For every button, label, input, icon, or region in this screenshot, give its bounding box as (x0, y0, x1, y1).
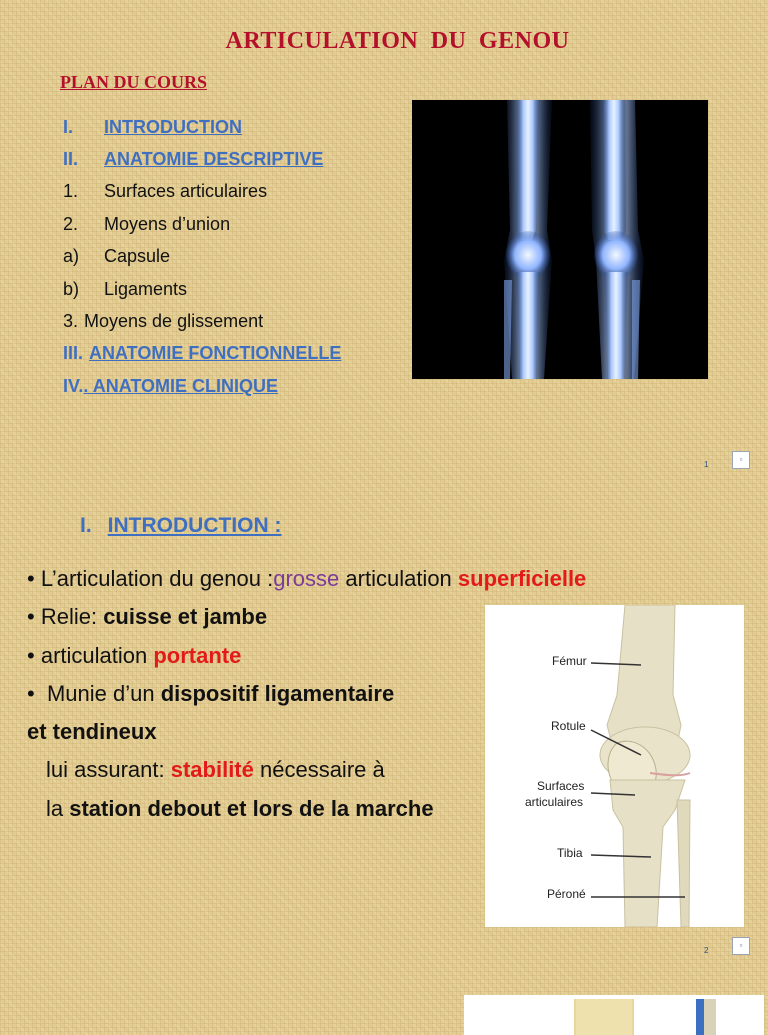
text-purple: grosse (273, 566, 340, 591)
page-number: 2 (704, 946, 709, 955)
page-icon[interactable]: ▫ (732, 451, 750, 469)
outline-label: . ANATOMIE CLINIQUE (83, 375, 279, 396)
course-outline (63, 111, 341, 403)
text: articulation (40, 642, 154, 668)
heading-number: I. (80, 514, 92, 537)
text-red: portante (153, 642, 242, 668)
bullet-line: • Munie d’un dispositif ligamentaire (27, 680, 395, 706)
text: lui assurant: (46, 757, 171, 783)
knee-illustration (485, 605, 744, 927)
outline-item-anatomie-clinique[interactable] (63, 370, 341, 402)
bullet-line: • articulation portante (27, 642, 242, 668)
outline-item (63, 273, 341, 305)
outline-number: b) (63, 278, 80, 299)
outline-item (63, 208, 341, 240)
text-bold: dispositif ligamentaire (160, 680, 395, 706)
outline-number: IV. (63, 375, 84, 396)
plan-heading: PLAN DU COURS (60, 72, 208, 92)
text-bold: cuisse et jambe (103, 604, 268, 630)
label-perone: Péroné (547, 887, 586, 901)
label-femur: Fémur (552, 654, 587, 668)
outline-label: Ligaments (104, 278, 188, 299)
next-slide-illustration (464, 995, 764, 1035)
page-icon[interactable]: ▫ (732, 937, 750, 955)
outline-label: INTRODUCTION (104, 116, 242, 137)
outline-label: Moyens de glissement (84, 311, 264, 332)
text-bold: station debout et lors de la marche (69, 795, 434, 821)
next-slide-image (464, 995, 764, 1035)
text-red: superficielle (457, 566, 587, 591)
text: articulation (339, 566, 458, 591)
outline-label: ANATOMIE DESCRIPTIVE (104, 149, 324, 170)
text-red: stabilité (170, 757, 254, 783)
outline-number: II. (63, 149, 79, 170)
xray-illustration (412, 100, 708, 379)
outline-item (63, 305, 341, 337)
outline-label: Surfaces articulaires (104, 181, 268, 202)
text: Munie d’un (46, 680, 161, 706)
text: Relie: (40, 604, 104, 630)
text: nécessaire à (253, 757, 385, 783)
outline-number: a) (63, 246, 80, 267)
text: L’articulation du genou : (40, 566, 274, 591)
outline-label: ANATOMIE FONCTIONNELLE (89, 343, 342, 364)
outline-item-anatomie-fonctionnelle[interactable] (63, 338, 341, 370)
outline-label: Moyens d’union (104, 213, 231, 234)
label-surfaces: Surfaces (537, 779, 585, 793)
outline-item-introduction[interactable] (63, 111, 341, 143)
outline-item (63, 176, 341, 208)
heading-label: INTRODUCTION : (107, 514, 282, 537)
outline-number: 3. (63, 311, 79, 332)
text-line: et tendineux (27, 719, 157, 745)
outline-label: Capsule (104, 246, 171, 267)
page-number: 1 (704, 460, 709, 469)
label-rotule: Rotule (551, 719, 586, 733)
label-tibia: Tibia (557, 846, 583, 860)
outline-number: 2. (63, 213, 79, 234)
introduction-heading (80, 514, 282, 538)
knee-anatomy-diagram (485, 605, 744, 927)
outline-item (63, 241, 341, 273)
knee-xray-image (412, 100, 708, 379)
slide-title: ARTICULATION DU GENOU (225, 28, 570, 54)
outline-number: III. (63, 343, 84, 364)
label-articulaires: articulaires (525, 795, 584, 809)
bullet-line: • L’articulation du genou :grosse articulation superficielle (27, 566, 587, 591)
bullet-line: • Relie: cuisse et jambe (27, 604, 268, 630)
outline-number: I. (63, 116, 74, 137)
text: la (46, 795, 70, 821)
outline-number: 1. (63, 181, 79, 202)
outline-item-anatomie-descriptive[interactable] (63, 143, 341, 175)
